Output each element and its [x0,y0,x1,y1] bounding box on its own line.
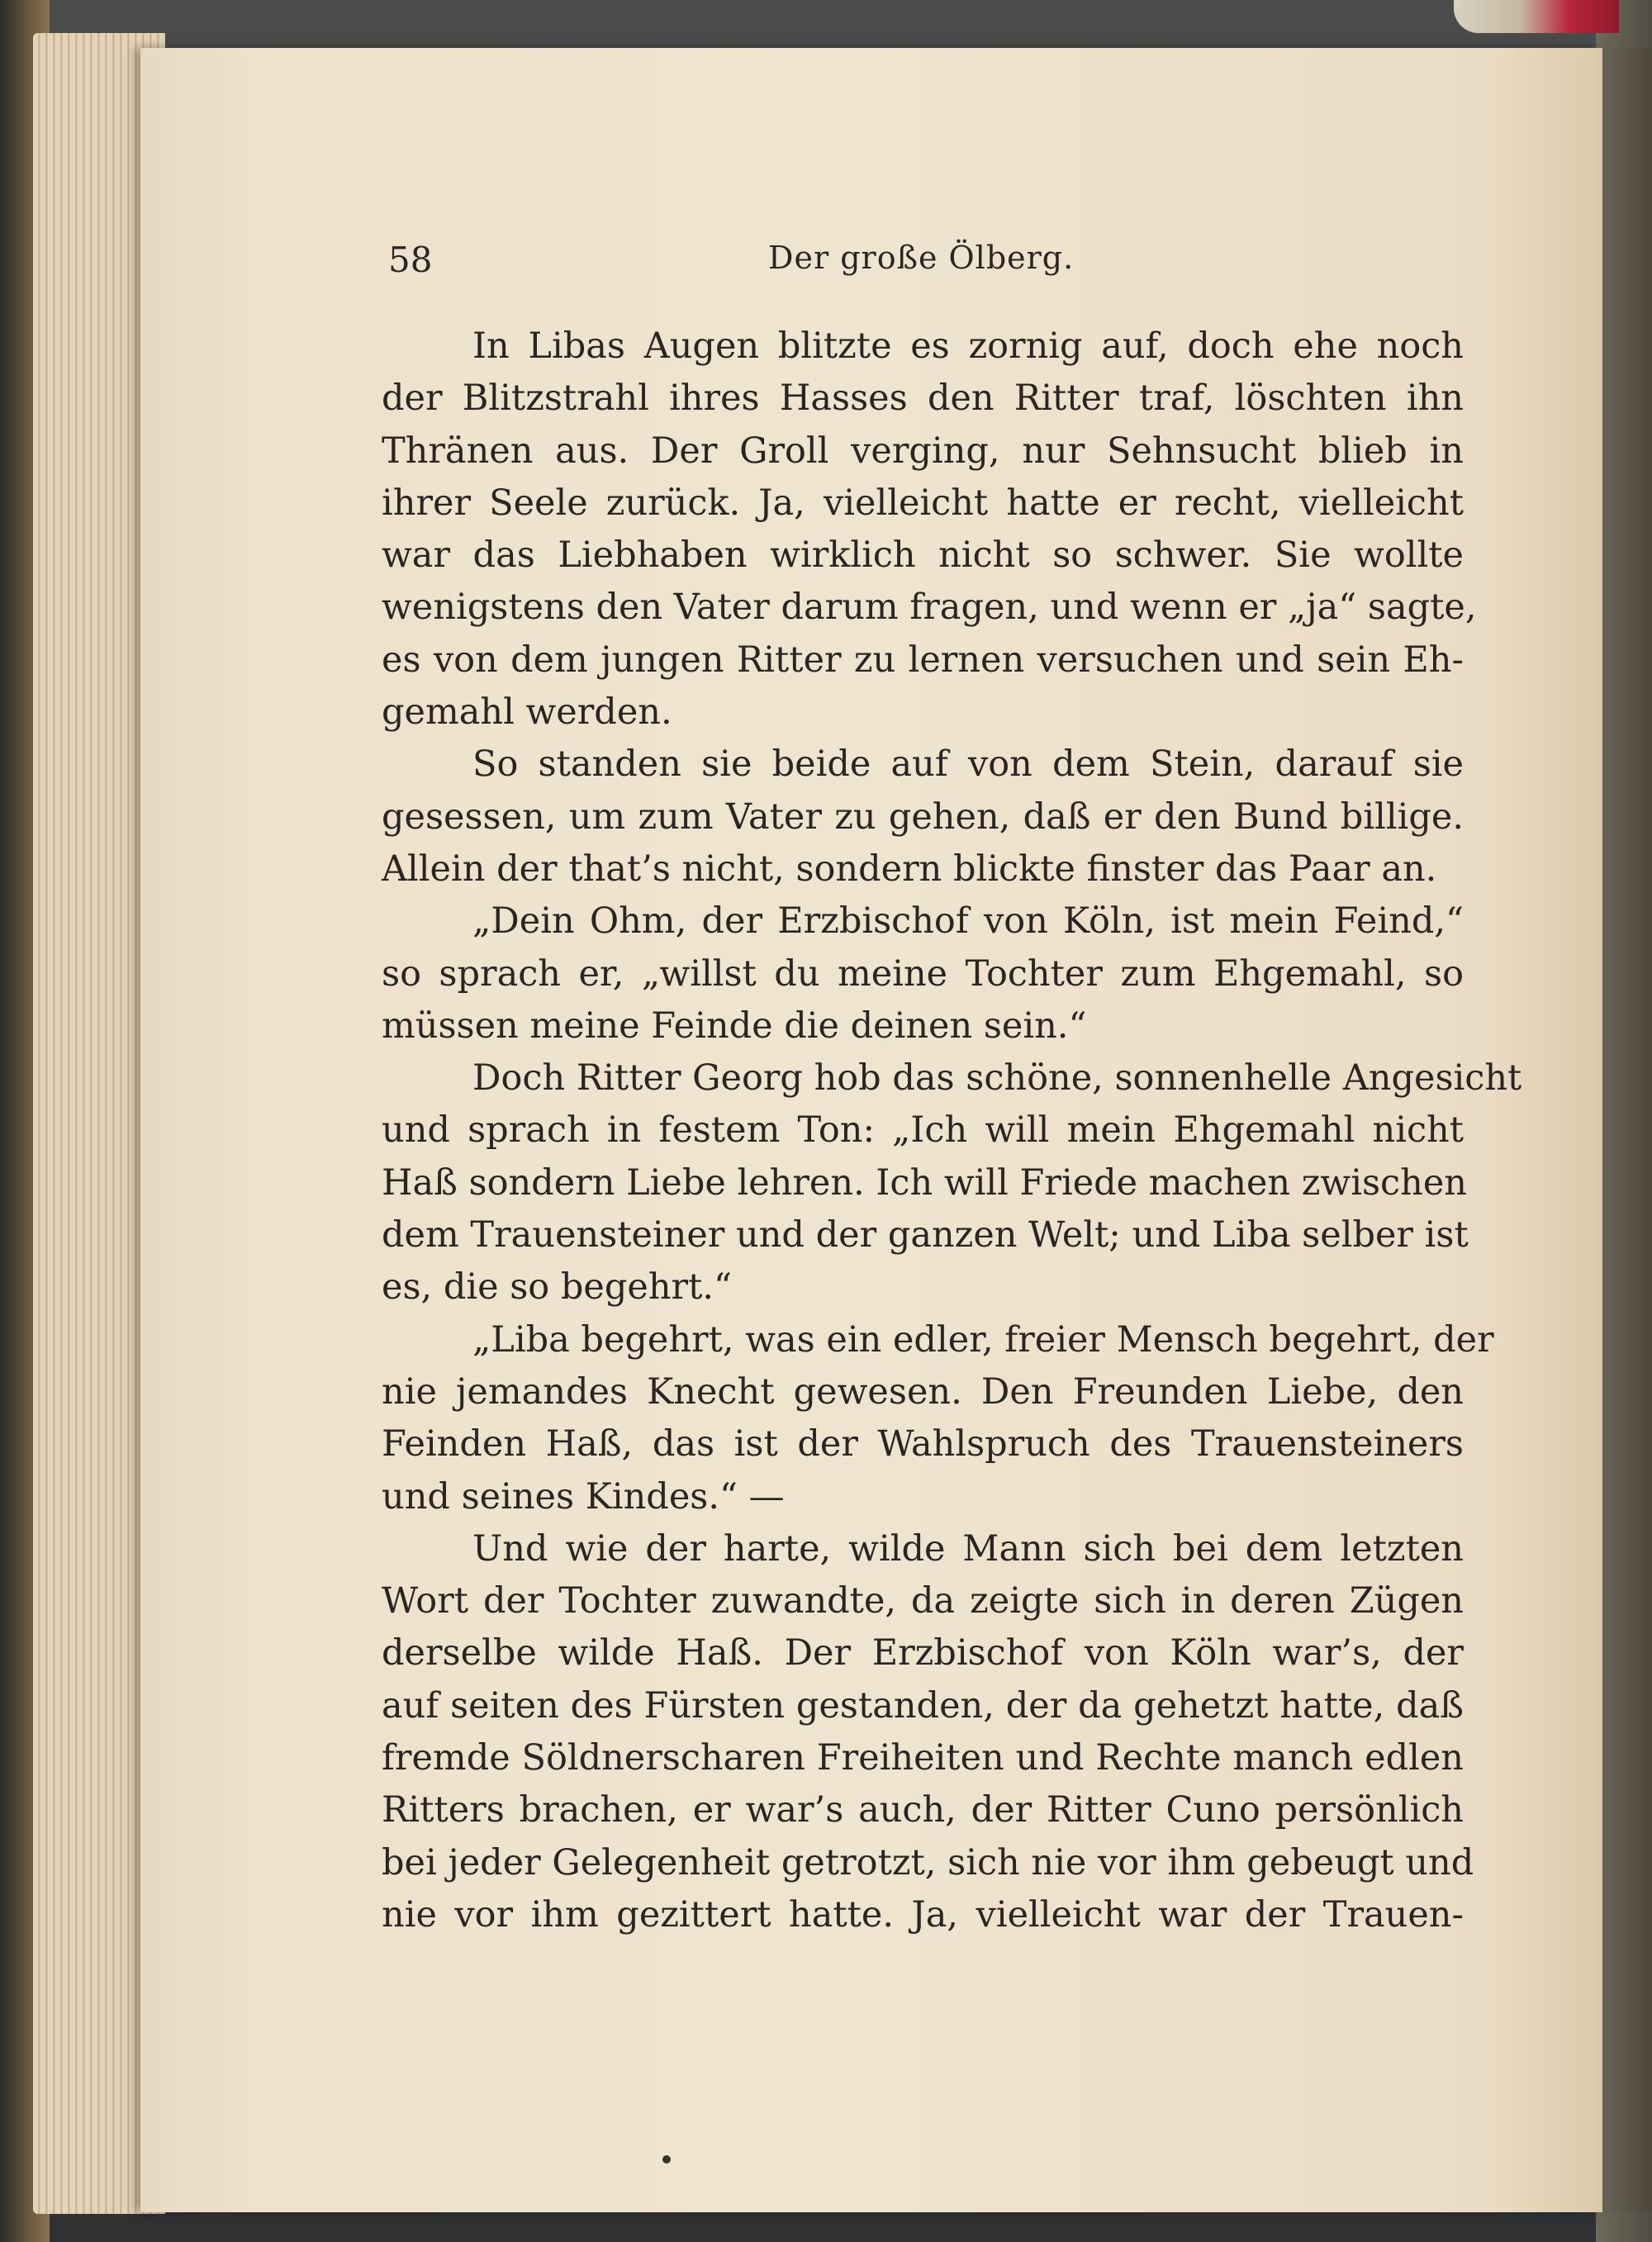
text-line: „Dein Ohm, der Erzbischof von Köln, ist mein Feind,“ [472,900,1464,943]
text-line: der Blitzstrahl ihres Hasses den Ritter traf, löschten ihn [382,378,1464,420]
text-line: auf seiten des Fürsten gestanden, der da gehetzt hatte, daß [382,1684,1464,1727]
text-line: war das Liebhaben wirklich nicht so schwer. Sie wollte [382,534,1464,577]
text-line: Haß sondern Liebe lehren. Ich will Friede machen zwischen [382,1161,1467,1204]
running-title: Der große Ölberg. [768,240,1075,276]
text-line: In Libas Augen blitzte es zornig auf, doch ehe noch [472,325,1464,367]
text-line: Und wie der harte, wilde Mann sich bei dem letzten [472,1527,1464,1570]
text-line: gesessen, um zum Vater zu gehen, daß er den Bund billige. [382,796,1464,838]
text-line: dem Trauensteiner und der ganzen Welt; und Liba selber ist [382,1214,1469,1256]
page-gutter [1594,48,1652,2212]
body-text [382,321,1522,1941]
text-line: so sprach er, „willst du meine Tochter zum Ehgemahl, so [382,952,1464,995]
running-header [388,240,1470,289]
text-line: es, die so begehrt.“ [382,1266,732,1309]
text-line: es von dem jungen Ritter zu lernen versuchen und sein Eh- [382,639,1464,681]
bookmark-ribbon [1454,0,1619,33]
text-line: fremde Söldnerscharen Freiheiten und Rechte manch edlen [382,1737,1464,1779]
text-line: wenigstens den Vater darum fragen, und wenn er „ja“ sagte, [382,587,1477,629]
text-line: Allein der that’s nicht, sondern blickte finster das Paar an. [382,848,1437,890]
page-number: 58 [388,240,433,280]
text-line: nie vor ihm gezittert hatte. Ja, vielleicht war der Trauen- [382,1893,1464,1936]
text-line: und seines Kindes.“ — [382,1475,785,1518]
text-line: Thränen aus. Der Groll verging, nur Sehnsucht blieb in [382,430,1464,472]
text-line: müssen meine Feinde die deinen sein.“ [382,1005,1087,1047]
text-line: Feinden Haß, das ist der Wahlspruch des Trauensteiners [382,1423,1464,1465]
text-line: bei jeder Gelegenheit getrotzt, sich nie vor ihm gebeugt und [382,1841,1474,1883]
text-line: Ritters brachen, er war’s auch, der Ritter Cuno persönlich [382,1789,1464,1831]
text-line: Wort der Tochter zuwandte, da zeigte sich in deren Zügen [382,1580,1464,1622]
text-line: So standen sie beide auf von dem Stein, darauf sie [472,743,1464,786]
text-line: Doch Ritter Georg hob das schöne, sonnenhelle Angesicht [472,1057,1522,1100]
text-line: derselbe wilde Haß. Der Erzbischof von Köln war’s, der [382,1632,1464,1674]
text-line: ihrer Seele zurück. Ja, vielleicht hatte er recht, vielleicht [382,482,1464,524]
text-line: und sprach in festem Ton: „Ich will mein Ehgemahl nicht [382,1109,1464,1152]
page-speck [662,2155,671,2164]
text-line: gemahl werden. [382,691,672,734]
text-line: nie jemandes Knecht gewesen. Den Freunden Liebe, den [382,1370,1464,1413]
text-line: „Liba begehrt, was ein edler, freier Mensch begehrt, der [472,1318,1494,1361]
